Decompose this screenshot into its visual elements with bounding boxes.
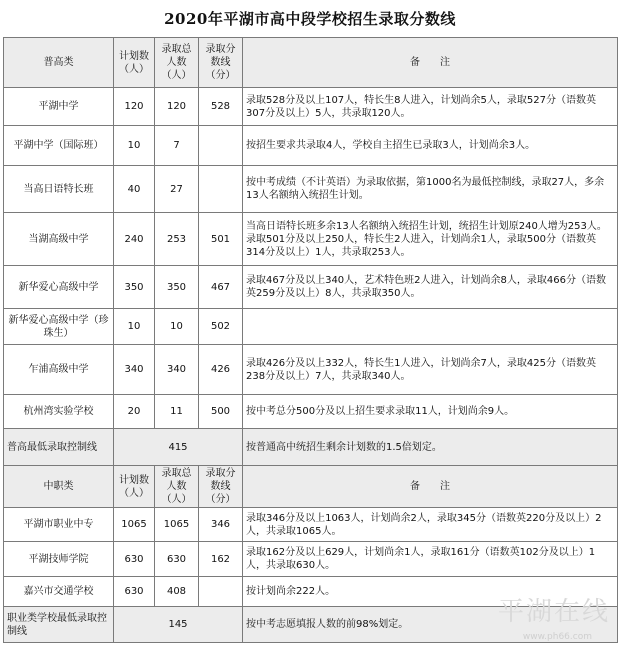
table-row	[4, 88, 618, 126]
plan-value: 40	[114, 166, 155, 213]
school-name: 平湖市职业中专	[4, 508, 114, 542]
remark-text: 录取162分及以上629人，计划尚余1人，录取161分（语数英102分及以上）1人，共录取630人。	[243, 542, 618, 577]
score-value	[199, 166, 243, 213]
score-value	[199, 126, 243, 166]
plan-value: 1065	[114, 508, 155, 542]
admission-table	[3, 37, 618, 643]
score-value: 467	[199, 266, 243, 309]
remark-text: 录取528分及以上107人，特长生8人进入，计划尚余5人，录取527分（语数英307分及以上）5人，共录取120人。	[243, 88, 618, 126]
remarks-header: 备 注	[243, 38, 618, 88]
remark-text: 按中考成绩（不计英语）为录取依据，第1000名为最低控制线，录取27人，多余13人名额纳入统招生计划。	[243, 166, 618, 213]
remark-text: 按普通高中统招生剩余计划数的1.5倍划定。	[243, 429, 618, 466]
plan-header: 计划数（人）	[114, 38, 155, 88]
school-name: 当高日语特长班	[4, 166, 114, 213]
control-line-value: 145	[114, 607, 243, 643]
table-row	[4, 126, 618, 166]
school-name: 平湖中学（国际班）	[4, 126, 114, 166]
score-value: 528	[199, 88, 243, 126]
watermark-logo: 平湖在线	[497, 597, 610, 627]
score-value: 500	[199, 395, 243, 429]
admitted-value: 7	[155, 126, 199, 166]
plan-value: 630	[114, 542, 155, 577]
control-line-label: 普高最低录取控制线	[4, 429, 114, 466]
remark-text: 按招生要求共录取4人，学校自主招生已录取3人，计划尚余3人。	[243, 126, 618, 166]
admitted-value: 27	[155, 166, 199, 213]
admitted-header: 录取总人数（人）	[155, 38, 199, 88]
plan-header: 计划数（人）	[114, 466, 155, 508]
plan-value: 240	[114, 213, 155, 266]
score-value: 502	[199, 309, 243, 345]
school-name: 嘉兴市交通学校	[4, 577, 114, 607]
plan-value: 350	[114, 266, 155, 309]
score-value: 426	[199, 345, 243, 395]
admitted-header: 录取总人数（人）	[155, 466, 199, 508]
table-row	[4, 213, 618, 266]
vocational-category-header: 中职类	[4, 466, 114, 508]
vocational-header-row	[4, 466, 618, 508]
control-line-value: 415	[114, 429, 243, 466]
table-row	[4, 395, 618, 429]
plan-value: 20	[114, 395, 155, 429]
remark-text: 按中考志愿填报人数的前98%划定。	[243, 607, 618, 643]
table-row	[4, 542, 618, 577]
general-category-header: 普高类	[4, 38, 114, 88]
score-value: 501	[199, 213, 243, 266]
school-name: 新华爱心高级中学	[4, 266, 114, 309]
remark-text	[243, 309, 618, 345]
school-name: 平湖技师学院	[4, 542, 114, 577]
score-header: 录取分数线（分）	[199, 466, 243, 508]
admitted-value: 253	[155, 213, 199, 266]
plan-value: 340	[114, 345, 155, 395]
admitted-value: 120	[155, 88, 199, 126]
remark-text: 按计划尚余222人。	[243, 577, 618, 607]
admitted-value: 11	[155, 395, 199, 429]
school-name: 杭州湾实验学校	[4, 395, 114, 429]
general-header-row	[4, 38, 618, 88]
table-row	[4, 266, 618, 309]
remark-text: 录取467分及以上340人，艺术特色班2人进入，计划尚余8人，录取466分（语数英259分及以上）8人，共录取350人。	[243, 266, 618, 309]
score-header: 录取分数线（分）	[199, 38, 243, 88]
admitted-value: 350	[155, 266, 199, 309]
school-name: 当湖高级中学	[4, 213, 114, 266]
remark-text: 当高日语特长班多余13人名额纳入统招生计划，统招生计划原240人增为253人。录取501分及以上250人，特长生2人进入，计划尚余1人，录取500分（语数英314分及以上）1人，共录取253人。	[243, 213, 618, 266]
table-row	[4, 309, 618, 345]
admitted-value: 10	[155, 309, 199, 345]
remark-text: 录取346分及以上1063人，计划尚余2人，录取345分（语数英220分及以上）2人，共录取1065人。	[243, 508, 618, 542]
admitted-value: 630	[155, 542, 199, 577]
score-value	[199, 577, 243, 607]
admitted-value: 408	[155, 577, 199, 607]
table-row	[4, 345, 618, 395]
general-control-row	[4, 429, 618, 466]
school-name: 乍浦高级中学	[4, 345, 114, 395]
remark-text: 按中考总分500分及以上招生要求录取11人，计划尚余9人。	[243, 395, 618, 429]
school-name: 平湖中学	[4, 88, 114, 126]
table-row	[4, 166, 618, 213]
plan-value: 10	[114, 309, 155, 345]
plan-value: 120	[114, 88, 155, 126]
watermark-url: www.ph66.com	[522, 632, 592, 642]
control-line-label: 职业类学校最低录取控制线	[4, 607, 114, 643]
table-row	[4, 508, 618, 542]
admitted-value: 340	[155, 345, 199, 395]
school-name: 新华爱心高级中学（珍珠生）	[4, 309, 114, 345]
score-value: 162	[199, 542, 243, 577]
remarks-header: 备 注	[243, 466, 618, 508]
plan-value: 630	[114, 577, 155, 607]
remark-text: 录取426分及以上332人，特长生1人进入，计划尚余7人，录取425分（语数英238分及以上）7人，共录取340人。	[243, 345, 618, 395]
admitted-value: 1065	[155, 508, 199, 542]
page-title: 2020年平湖市高中段学校招生录取分数线	[164, 10, 456, 28]
plan-value: 10	[114, 126, 155, 166]
score-value: 346	[199, 508, 243, 542]
